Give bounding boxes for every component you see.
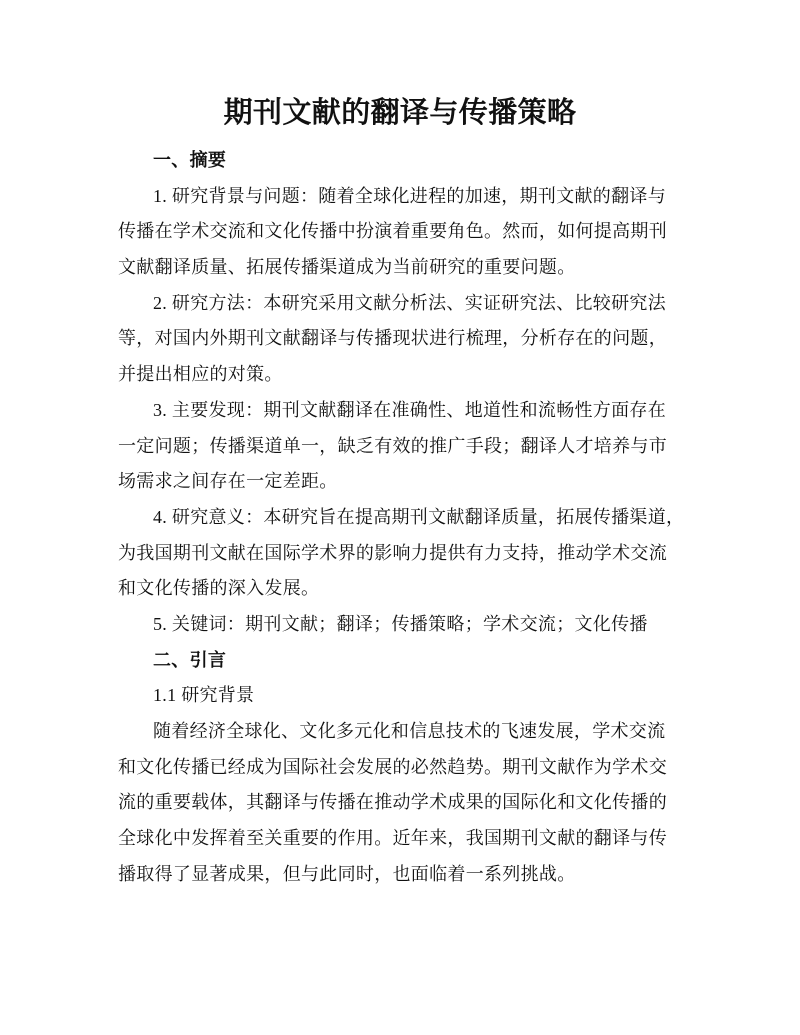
paragraph-line: 5. 关键词：期刊文献；翻译；传播策略；学术交流；文化传播 [153, 613, 648, 634]
paragraph-line: 播取得了显著成果，但与此同时，也面临着一系列挑战。 [118, 863, 576, 884]
paragraph-line: 等，对国内外期刊文献翻译与传播现状进行梳理，分析存在的问题， [118, 328, 667, 349]
abstract-item-research-significance [118, 500, 758, 607]
abstract-item-research-methods [118, 286, 758, 393]
paragraph-line: 和文化传播的深入发展。 [118, 578, 320, 599]
paragraph-line: 全球化中发挥着至关重要的作用。近年来，我国期刊文献的翻译与传 [118, 828, 667, 849]
abstract-heading: 一、摘要 [153, 150, 227, 171]
paragraph-line: 流的重要载体，其翻译与传播在推动学术成果的国际化和文化传播的 [118, 792, 667, 813]
introduction-heading: 二、引言 [153, 649, 227, 671]
paragraph-line: 一定问题；传播渠道单一，缺乏有效的推广手段；翻译人才培养与市 [118, 435, 667, 456]
introduction-subheading: 1.1 研究背景 [153, 685, 255, 706]
paragraph-line: 3. 主要发现：期刊文献翻译在准确性、地道性和流畅性方面存在 [153, 399, 666, 420]
paragraph-line: 随着经济全球化、文化多元化和信息技术的飞速发展，学术交流 [153, 721, 666, 741]
document-body [118, 143, 758, 892]
introduction-section [118, 643, 758, 893]
document-title: 期刊文献的翻译与传播策略 [223, 97, 577, 129]
abstract-item-main-findings [118, 393, 758, 500]
abstract-section [118, 143, 758, 643]
paragraph-line: 2. 研究方法：本研究采用文献分析法、实证研究法、比较研究法 [153, 292, 666, 313]
paragraph-line: 并提出相应的对策。 [118, 364, 283, 385]
paragraph-line: 传播在学术交流和文化传播中扮演着重要角色。然而，如何提高期刊 [118, 221, 667, 242]
paragraph-line: 文献翻译质量、拓展传播渠道成为当前研究的重要问题。 [118, 257, 576, 278]
paragraph-line: 为我国期刊文献在国际学术界的影响力提供有力支持，推动学术交流 [118, 542, 667, 563]
paragraph-line: 4. 研究意义：本研究旨在提高期刊文献翻译质量，拓展传播渠道， [153, 506, 685, 527]
introduction-paragraph [118, 714, 758, 892]
abstract-item-research-background [118, 179, 758, 286]
paragraph-line: 场需求之间存在一定差距。 [118, 471, 338, 492]
paragraph-line: 和文化传播已经成为国际社会发展的必然趋势。期刊文献作为学术交 [118, 756, 667, 777]
abstract-item-keywords [118, 607, 758, 643]
paragraph-line: 1. 研究背景与问题：随着全球化进程的加速，期刊文献的翻译与 [153, 185, 666, 206]
